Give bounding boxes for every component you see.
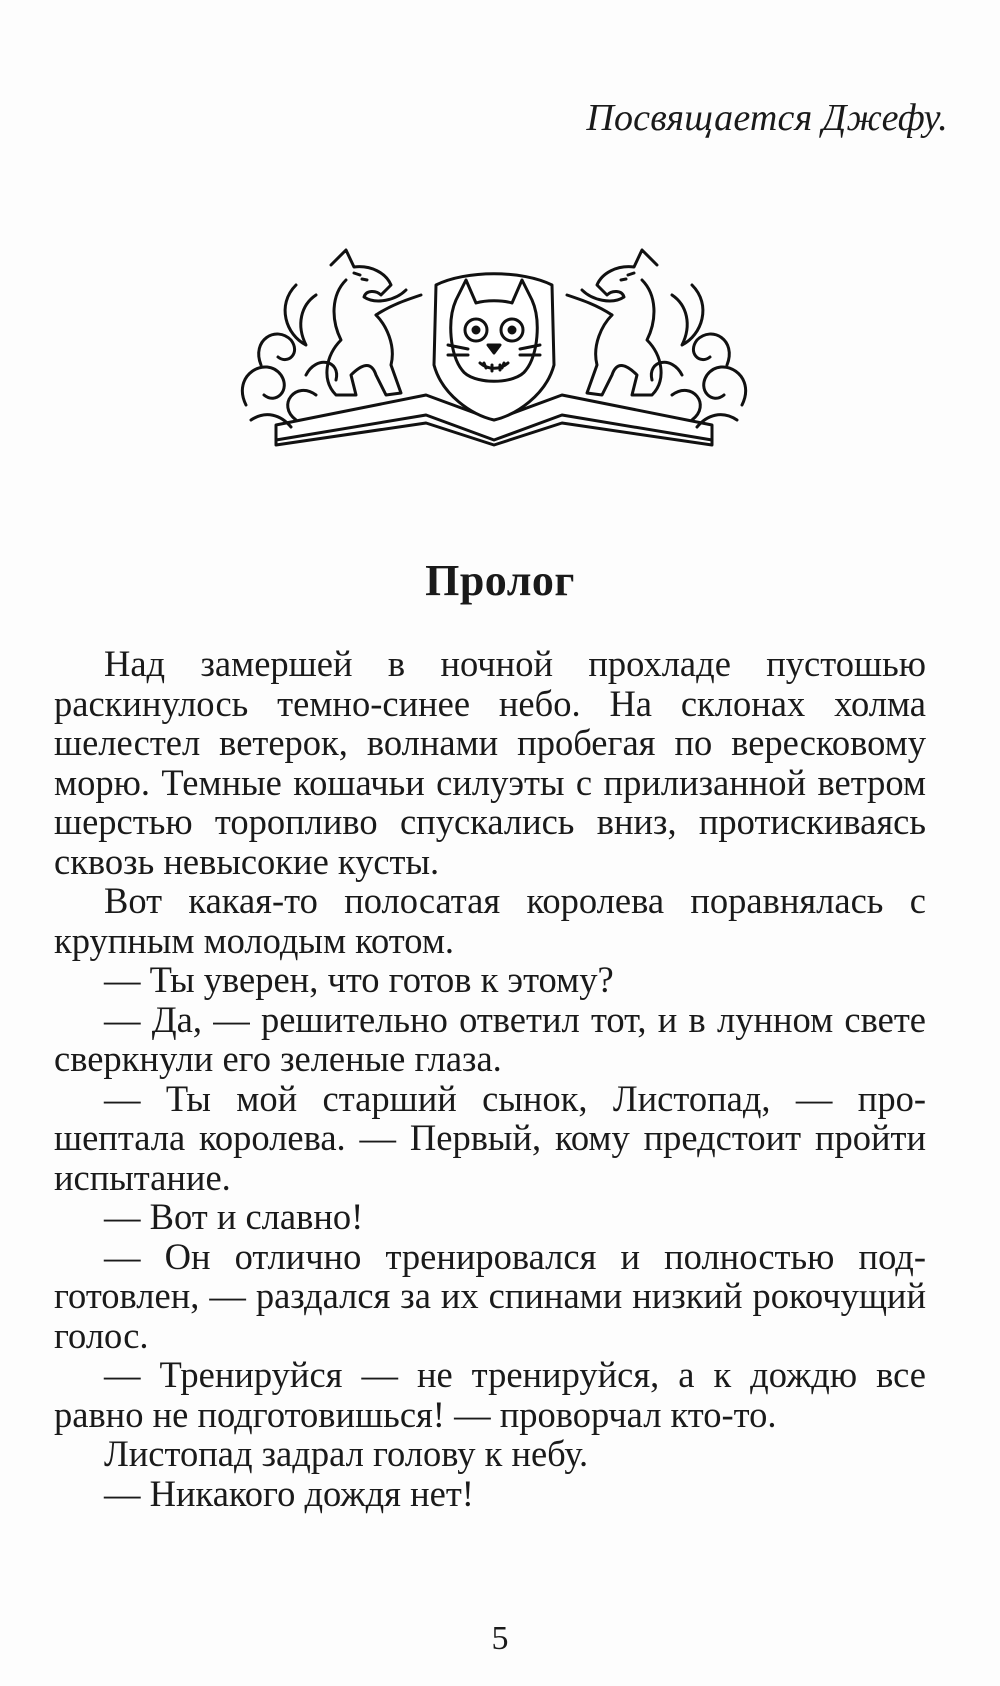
paragraph: — Вот и славно! — [104, 1196, 364, 1237]
paragraph: Листопад задрал голову к небу. — [104, 1433, 589, 1474]
cat-heraldic-crest-icon — [236, 245, 752, 485]
chapter-title: Пролог — [425, 556, 575, 605]
dedication: Посвящается Джефу. — [586, 97, 948, 139]
paragraph: — Да, — решительно ответил тот, и в лунном свете сверкнули его зеленые глаза. — [54, 998, 926, 1079]
paragraph: — Ты уверен, что готов к этому? — [104, 959, 614, 1000]
chapter-body — [54, 644, 926, 1513]
paragraph: — Тренируйся — не тренируйся, а к дождю все равно не подготовишься! — проворчал кто-то. — [54, 1354, 926, 1435]
paragraph: — Никакого дождя нет! — [104, 1472, 474, 1514]
paragraph: Вот какая-то полосатая королева поравнялась с крупным молодым котом. — [54, 880, 926, 961]
page-number: 5 — [491, 1620, 509, 1657]
paragraph: — Ты мой старший сынок, Листопад, — прошептала королева. — Первый, кому предстоит пройти испытание. — [54, 1077, 926, 1198]
paragraph: Над замершей в ночной прохладе пустошью раскинулось темно-синее небо. На склонах холма шелестел ветерок, волнами пробегая по вересковому морю. Темные кошачьи силуэты с прилизанной ветром шерстью торопливо спускались вниз, протискиваясь сквозь невысокие кусты. — [54, 643, 926, 882]
paragraph: — Он отлично тренировался и полностью подготовлен, — раздался за их спинами низкий рокочущий голос. — [54, 1235, 926, 1356]
